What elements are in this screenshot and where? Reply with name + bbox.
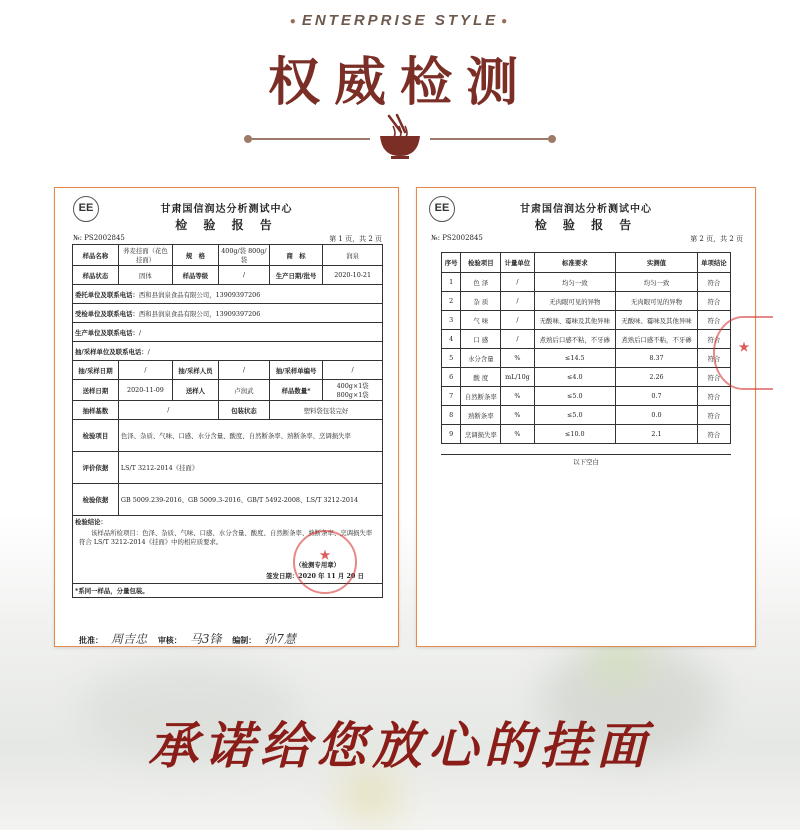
table-cell: ≤5.0 xyxy=(534,406,616,425)
label-conclusion: 检验结论： xyxy=(75,518,107,526)
table-row xyxy=(442,349,731,368)
table-cell: / xyxy=(501,330,534,349)
noodle-bowl-icon xyxy=(375,112,425,162)
slogan: 承诺给您放心的挂面 xyxy=(148,716,652,775)
report-org: 甘肃国信润达分析测试中心 xyxy=(520,204,652,215)
value-producer: / xyxy=(138,328,142,337)
table-cell: 8.37 xyxy=(616,349,698,368)
review-signature: 马3锋 xyxy=(189,632,222,646)
table-row xyxy=(442,368,731,387)
results-header-cell: 计量单位 xyxy=(501,253,534,273)
label-spec: 规 格 xyxy=(172,245,218,266)
table-cell: 煮熟后口感不粘，不牙碜 xyxy=(616,330,698,349)
label-sender: 送样人 xyxy=(172,380,218,401)
results-body xyxy=(442,273,731,444)
value-items: 色泽、杂质、气味、口感、水分含量、酸度、自然断条率、熟断条率、烹调损失率 xyxy=(118,420,382,452)
table-cell: 0.7 xyxy=(616,387,698,406)
table-cell: 色 泽 xyxy=(461,273,501,292)
table-cell: 口 感 xyxy=(461,330,501,349)
table-cell: 熟断条率 xyxy=(461,406,501,425)
table-cell: 符合 xyxy=(697,406,730,425)
value-inspected: 西和县润泉食品有限公司，13909397206 xyxy=(138,309,261,318)
table-cell: 9 xyxy=(442,425,461,444)
label-grade: 样品等级 xyxy=(172,266,218,285)
results-header-cell: 单项结论 xyxy=(697,253,730,273)
header-kicker: ● ENTERPRISE STYLE ● xyxy=(289,12,511,29)
label-qty: 样品数量* xyxy=(269,380,322,401)
table-cell: / xyxy=(501,311,534,330)
table-cell: 6 xyxy=(442,368,461,387)
results-header-cell: 标准要求 xyxy=(534,253,616,273)
table-cell: 4 xyxy=(442,330,461,349)
certification-logo: EE xyxy=(73,196,99,222)
page-title: 权威检测 xyxy=(267,52,532,113)
value-sample-name: 荞麦挂面（花色挂面） xyxy=(118,245,172,266)
value-spec: 400g/袋 800g/袋 xyxy=(218,245,269,266)
label-edit: 编制： xyxy=(232,635,257,645)
table-cell: % xyxy=(501,349,534,368)
table-cell: 7 xyxy=(442,387,461,406)
value-brand: 润泉 xyxy=(323,245,383,266)
table-cell: 无酸味、霉味及其他异味 xyxy=(616,311,698,330)
label-base: 抽样基数 xyxy=(73,401,119,420)
label-producer: 生产单位及联系电话： xyxy=(75,328,139,337)
table-cell: % xyxy=(501,425,534,444)
table-cell: 水分含量 xyxy=(461,349,501,368)
table-row xyxy=(442,425,731,444)
row-inspected xyxy=(73,304,383,323)
row-sampler-unit xyxy=(73,342,383,361)
value-send-date: 2020-11-09 xyxy=(118,380,172,401)
value-sampler-unit: / xyxy=(147,347,150,356)
table-cell: ≤10.0 xyxy=(534,425,616,444)
value-pack: 塑料袋包装完好 xyxy=(269,401,382,420)
signatures-row xyxy=(79,630,304,647)
table-cell: / xyxy=(501,292,534,311)
table-cell: ≤4.0 xyxy=(534,368,616,387)
label-eval: 评价依据 xyxy=(73,452,119,484)
table-cell: ≤5.0 xyxy=(534,387,616,406)
results-header-cell: 序号 xyxy=(442,253,461,273)
end-note: 以下空白 xyxy=(441,454,731,466)
table-cell: 2 xyxy=(442,292,461,311)
table-cell: 酸 度 xyxy=(461,368,501,387)
sign-date: 签发日期：2020 年 11 月 20 日 xyxy=(266,572,364,580)
approve-signature: 周吉忠 xyxy=(111,632,148,646)
certification-logo: EE xyxy=(429,196,455,222)
label-pack: 包装状态 xyxy=(218,401,269,420)
label-prod-date: 生产日期/批号 xyxy=(269,266,322,285)
table-cell: 符合 xyxy=(697,311,730,330)
value-method: GB 5009.239-2016、GB 5009.3-2016、GB/T 5492-2008、LS/T 3212-2014 xyxy=(118,484,382,516)
table-cell: ≤14.5 xyxy=(534,349,616,368)
value-sample-no: / xyxy=(323,361,383,380)
value-sample-date: / xyxy=(118,361,172,380)
footnote: *系同一样品，分量包装。 xyxy=(73,584,383,598)
results-table xyxy=(441,252,731,444)
label-review: 审核： xyxy=(157,635,182,645)
table-cell: 自然断条率 xyxy=(461,387,501,406)
label-items: 检验项目 xyxy=(73,420,119,452)
table-cell: 符合 xyxy=(697,425,730,444)
label-sampler-unit: 抽/采样单位及联系电话： xyxy=(75,347,148,356)
report-page-2 xyxy=(416,187,756,647)
value-qty: 400g×1袋 800g×1袋 xyxy=(323,380,383,401)
label-approve: 批准： xyxy=(79,635,103,645)
label-method: 检验依据 xyxy=(73,484,119,516)
table-cell: 2.26 xyxy=(616,368,698,387)
table-cell: 烹调损失率 xyxy=(461,425,501,444)
table-row xyxy=(442,330,731,349)
table-row xyxy=(442,406,731,425)
page-number: 第 1 页，共 2 页 xyxy=(329,235,382,243)
table-row xyxy=(442,273,731,292)
bowl-divider xyxy=(0,110,800,160)
label-sample-date: 抽/采样日期 xyxy=(73,361,119,380)
official-seal-stamp: ★ xyxy=(713,316,773,390)
divider-line-right xyxy=(430,138,550,140)
report-page-1 xyxy=(54,187,399,647)
table-cell: 符合 xyxy=(697,292,730,311)
table-cell: 8 xyxy=(442,406,461,425)
label-send-date: 送样日期 xyxy=(73,380,119,401)
results-header-cell: 实测值 xyxy=(616,253,698,273)
table-cell: 符合 xyxy=(697,349,730,368)
results-header-row xyxy=(442,253,731,273)
label-sample-no: 抽/采样单编号 xyxy=(269,361,322,380)
label-brand: 商 标 xyxy=(269,245,322,266)
table-cell: 无酸味、霉味及其他异味 xyxy=(534,311,616,330)
table-cell: 均匀一致 xyxy=(534,273,616,292)
stamp-caption: （检测专用章） xyxy=(295,561,340,569)
table-row xyxy=(442,387,731,406)
label-client: 委托单位及联系电话： xyxy=(75,290,139,299)
value-sender: 卢润武 xyxy=(218,380,269,401)
table-cell: 5 xyxy=(442,349,461,368)
table-cell: 0.0 xyxy=(616,406,698,425)
table-cell: % xyxy=(501,387,534,406)
row-client xyxy=(73,285,383,304)
table-cell: 2.1 xyxy=(616,425,698,444)
table-row xyxy=(442,292,731,311)
table-cell: 气 味 xyxy=(461,311,501,330)
value-client: 西和县润泉食品有限公司，13909397206 xyxy=(138,290,261,299)
report-title: 检 验 报 告 xyxy=(175,218,278,232)
results-header-cell: 检验项目 xyxy=(461,253,501,273)
value-state: 固体 xyxy=(118,266,172,285)
value-conclusion: 该样品所检项目：色泽、杂质、气味、口感、水分含量、酸度、自然断条率、熟断条率、烹调损失率符合 LS/T 3212-2014《挂面》中的相应质要求。 xyxy=(79,529,373,546)
table-cell: 3 xyxy=(442,311,461,330)
table-cell: 符合 xyxy=(697,330,730,349)
official-seal-stamp: ★ xyxy=(293,530,357,594)
row-producer xyxy=(73,323,383,342)
edit-signature: 孙7慧 xyxy=(264,632,296,646)
report-number: №: PS2002845 xyxy=(73,234,125,242)
report-title: 检 验 报 告 xyxy=(534,218,638,232)
value-eval: LS/T 3212-2014《挂面》 xyxy=(118,452,382,484)
table-cell: 符合 xyxy=(697,368,730,387)
table-cell: 均匀一致 xyxy=(616,273,698,292)
table-row xyxy=(442,311,731,330)
value-sampler: / xyxy=(218,361,269,380)
table-cell: 符合 xyxy=(697,273,730,292)
report-number: №: PS2002845 xyxy=(431,234,483,242)
table-cell: 无肉眼可见的异物 xyxy=(616,292,698,311)
table-cell: / xyxy=(501,273,534,292)
label-inspected: 受检单位及联系电话： xyxy=(75,309,139,318)
table-cell: mL/10g xyxy=(501,368,534,387)
table-cell: 杂 质 xyxy=(461,292,501,311)
value-prod-date: 2020-10-21 xyxy=(323,266,383,285)
value-base: / xyxy=(118,401,218,420)
table-cell: 煮熟后口感不粘，不牙碜 xyxy=(534,330,616,349)
label-sampler: 抽/采样人员 xyxy=(172,361,218,380)
report-org: 甘肃国信润达分析测试中心 xyxy=(160,204,293,215)
table-cell: 1 xyxy=(442,273,461,292)
table-cell: 符合 xyxy=(697,387,730,406)
label-state: 样品状态 xyxy=(73,266,119,285)
value-grade: / xyxy=(218,266,269,285)
page-number: 第 2 页，共 2 页 xyxy=(690,235,743,243)
label-sample-name: 样品名称 xyxy=(73,245,119,266)
divider-line-left xyxy=(250,138,370,140)
table-cell: 无肉眼可见的异物 xyxy=(534,292,616,311)
table-cell: % xyxy=(501,406,534,425)
